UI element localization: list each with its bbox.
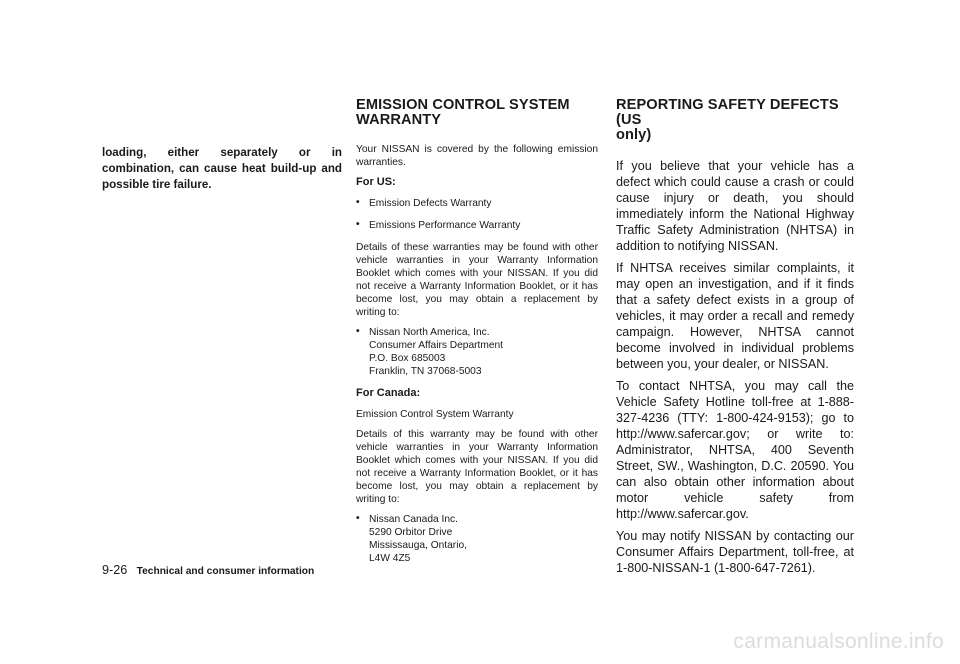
watermark: carmanualsonline.info [733,630,944,653]
safety-paragraph-3: To contact NHTSA, you may call the Vehicle Safety Hotline toll-free at 1-888-327-4236 (TTY: 1-800-424-9153); go to http://www.safercar.gov; or write to: Administrator, NHTSA, 400 Seventh Street, SW., Washington, D.C. 20590. You can also obtain other information about motor vehicle safety from http://www.safercar.gov. [616,379,854,521]
list-item: • Emissions Performance Warranty [356,219,521,231]
bullet-icon: • [356,513,360,524]
safety-defects-heading: REPORTING SAFETY DEFECTS (US only) [616,97,839,143]
bullet-icon: • [356,197,360,208]
canada-address: • Nissan Canada Inc. 5290 Orbitor Drive Mississauga, Ontario, L4W 4Z5 [356,513,467,564]
canada-warranty: Emission Control System Warranty [356,409,514,420]
safety-defects-section [616,98,854,582]
canada-details: Details of this warranty may be found with other vehicle warranties in your Warranty Information Booklet which comes with your NISSAN. If you did not receive a Warranty Information Booklet, or it has become lost, you may obtain a replacement by writing to: [356,429,598,505]
left-column [102,145,342,193]
safety-paragraph-2: If NHTSA receives similar complaints, it may open an investigation, and if it finds that a safety defect exists in a group of vehicles, it may order a recall and remedy campaign. However, NHTSA cannot become involved in individual problems between you, your dealer, or NISSAN. [616,261,854,371]
bullet-icon: • [356,219,360,230]
list-item: • Emission Defects Warranty [356,197,492,209]
safety-paragraph-1: If you believe that your vehicle has a defect which could cause a crash or could cause injury or death, you should immediately inform the National Highway Traffic Safety Administration (NHTSA) in addition to notifying NISSAN. [616,159,854,253]
tire-warning-continuation: loading, either separately or in combination, can cause heat build-up and possible tire failure. [102,146,342,191]
emission-warranty-section [356,98,598,574]
section-title: Technical and consumer information [136,566,315,577]
canada-label: For Canada: [356,387,421,399]
safety-paragraph-4: You may notify NISSAN by contacting our Consumer Affairs Department, toll-free, at 1-800-NISSAN-1 (1-800-647-7261). [616,529,854,575]
emission-intro: Your NISSAN is covered by the following emission warranties. [356,144,598,168]
us-address: • Nissan North America, Inc. Consumer Affairs Department P.O. Box 685003 Franklin, TN 37068-5003 [356,326,504,377]
bullet-icon: • [356,326,360,337]
page-number: 9-26 [102,563,128,577]
emission-warranty-heading: EMISSION CONTROL SYSTEM WARRANTY [356,97,570,128]
page-footer [102,561,314,579]
us-label: For US: [356,176,396,188]
us-details: Details of these warranties may be found with other vehicle warranties in your Warranty Information Booklet which comes with your NISSAN. If you did not receive a Warranty Information Booklet, or it has become lost, you may obtain a replacement by writing to: [356,242,598,318]
